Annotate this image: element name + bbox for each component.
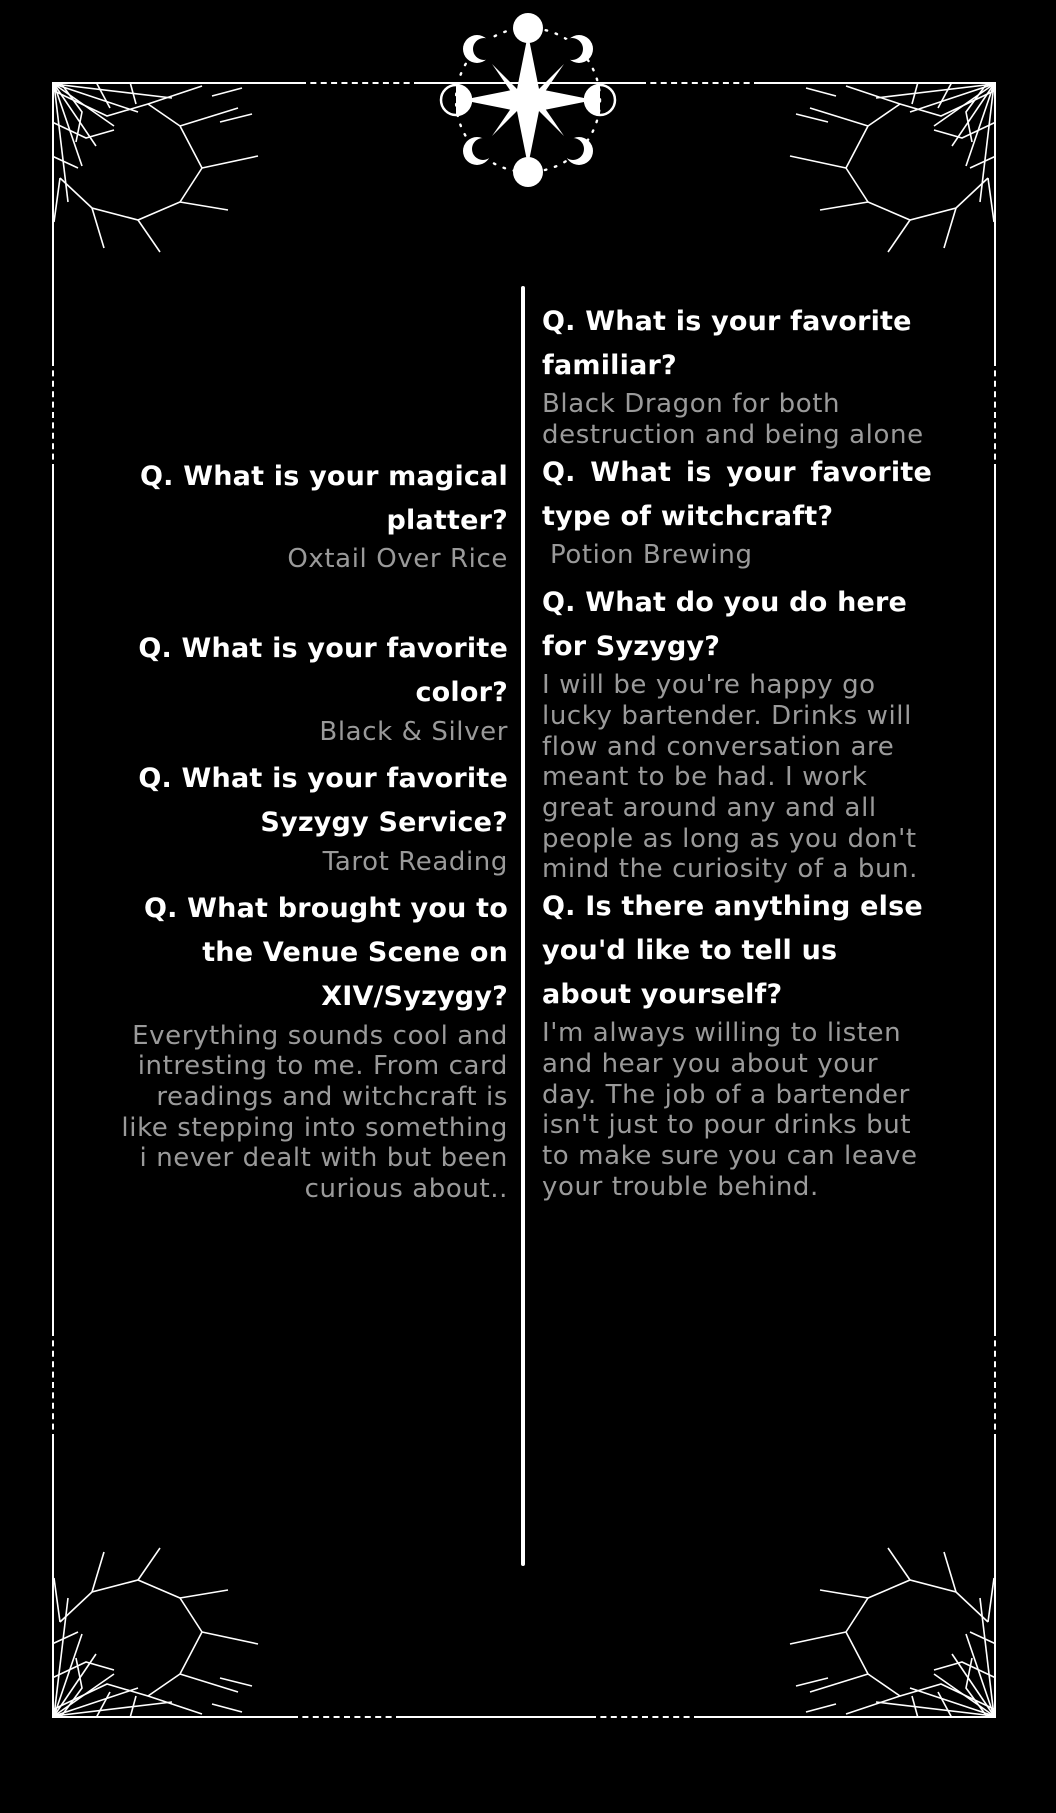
answer-role-for-syzygy: I will be you're happy go lucky bartender. Drinks will flow and conversation are meant to be had. I work great around any and all people as long as you don't mind the curiosity of a bun.: [542, 670, 918, 885]
moon-phase-compass-star-icon: [422, 0, 634, 212]
question-favorite-syzygy-service: Q. What is your favorite Syzygy Service?: [138, 763, 508, 839]
right-column: [542, 300, 932, 1202]
frame-dash-right-mid: [994, 360, 996, 470]
qa-block-favorite-witchcraft: [542, 451, 932, 571]
qa-block-anything-else: [542, 885, 932, 1202]
question-magical-platter: Q. What is your magical platter?: [140, 461, 508, 536]
frame-dash-left-lower: [52, 1330, 54, 1440]
column-divider: [521, 286, 525, 1566]
answer-venue-scene: Everything sounds cool and intresting to me. From card readings and witchcraft is like stepping into something i never dealt with but been curious about..: [121, 1020, 508, 1204]
answer-favorite-color: Black & Silver: [319, 716, 508, 747]
qa-block-role-for-syzygy: [542, 581, 932, 885]
frame-dash-right-lower: [994, 1330, 996, 1440]
qa-block-favorite-color: [120, 627, 508, 747]
question-favorite-color: Q. What is your favorite color?: [138, 633, 508, 708]
question-venue-scene: Q. What brought you to the Venue Scene on XIV/Syzygy?: [143, 893, 508, 1012]
question-anything-else: Q. Is there anything else you'd like to tell us about yourself?: [542, 891, 923, 1010]
spacer: [542, 571, 932, 581]
answer-magical-platter: Oxtail Over Rice: [287, 544, 508, 575]
qa-block-magical-platter: [120, 455, 508, 575]
answer-favorite-familiar: Black Dragon for both destruction and being alone: [542, 389, 924, 451]
spacer: [120, 575, 508, 627]
question-favorite-familiar: Q. What is your favorite familiar?: [542, 306, 912, 381]
frame-dash-left-mid: [52, 360, 54, 470]
answer-anything-else: I'm always willing to listen and hear you about your day. The job of a bartender isn't just to pour drinks but to make sure you can leave your trouble behind.: [542, 1018, 918, 1202]
answer-favorite-witchcraft: Potion Brewing: [550, 540, 753, 571]
question-role-for-syzygy: Q. What do you do here for Syzygy?: [542, 586, 908, 662]
question-favorite-witchcraft: Q. What is your favorite type of witchcraft?: [542, 456, 932, 532]
frame-dash-top-right: [640, 82, 760, 84]
left-column: [120, 455, 508, 1205]
spacer: [120, 877, 508, 887]
frame-dash-bottom-right: [590, 1716, 700, 1718]
qa-block-venue-scene: [120, 887, 508, 1204]
spacer: [120, 747, 508, 757]
frame-dash-bottom-left: [292, 1716, 402, 1718]
qa-block-favorite-syzygy-service: [120, 757, 508, 877]
answer-favorite-syzygy-service: Tarot Reading: [322, 846, 508, 877]
frame-dash-top-left: [300, 82, 420, 84]
qa-block-favorite-familiar: [542, 300, 932, 451]
